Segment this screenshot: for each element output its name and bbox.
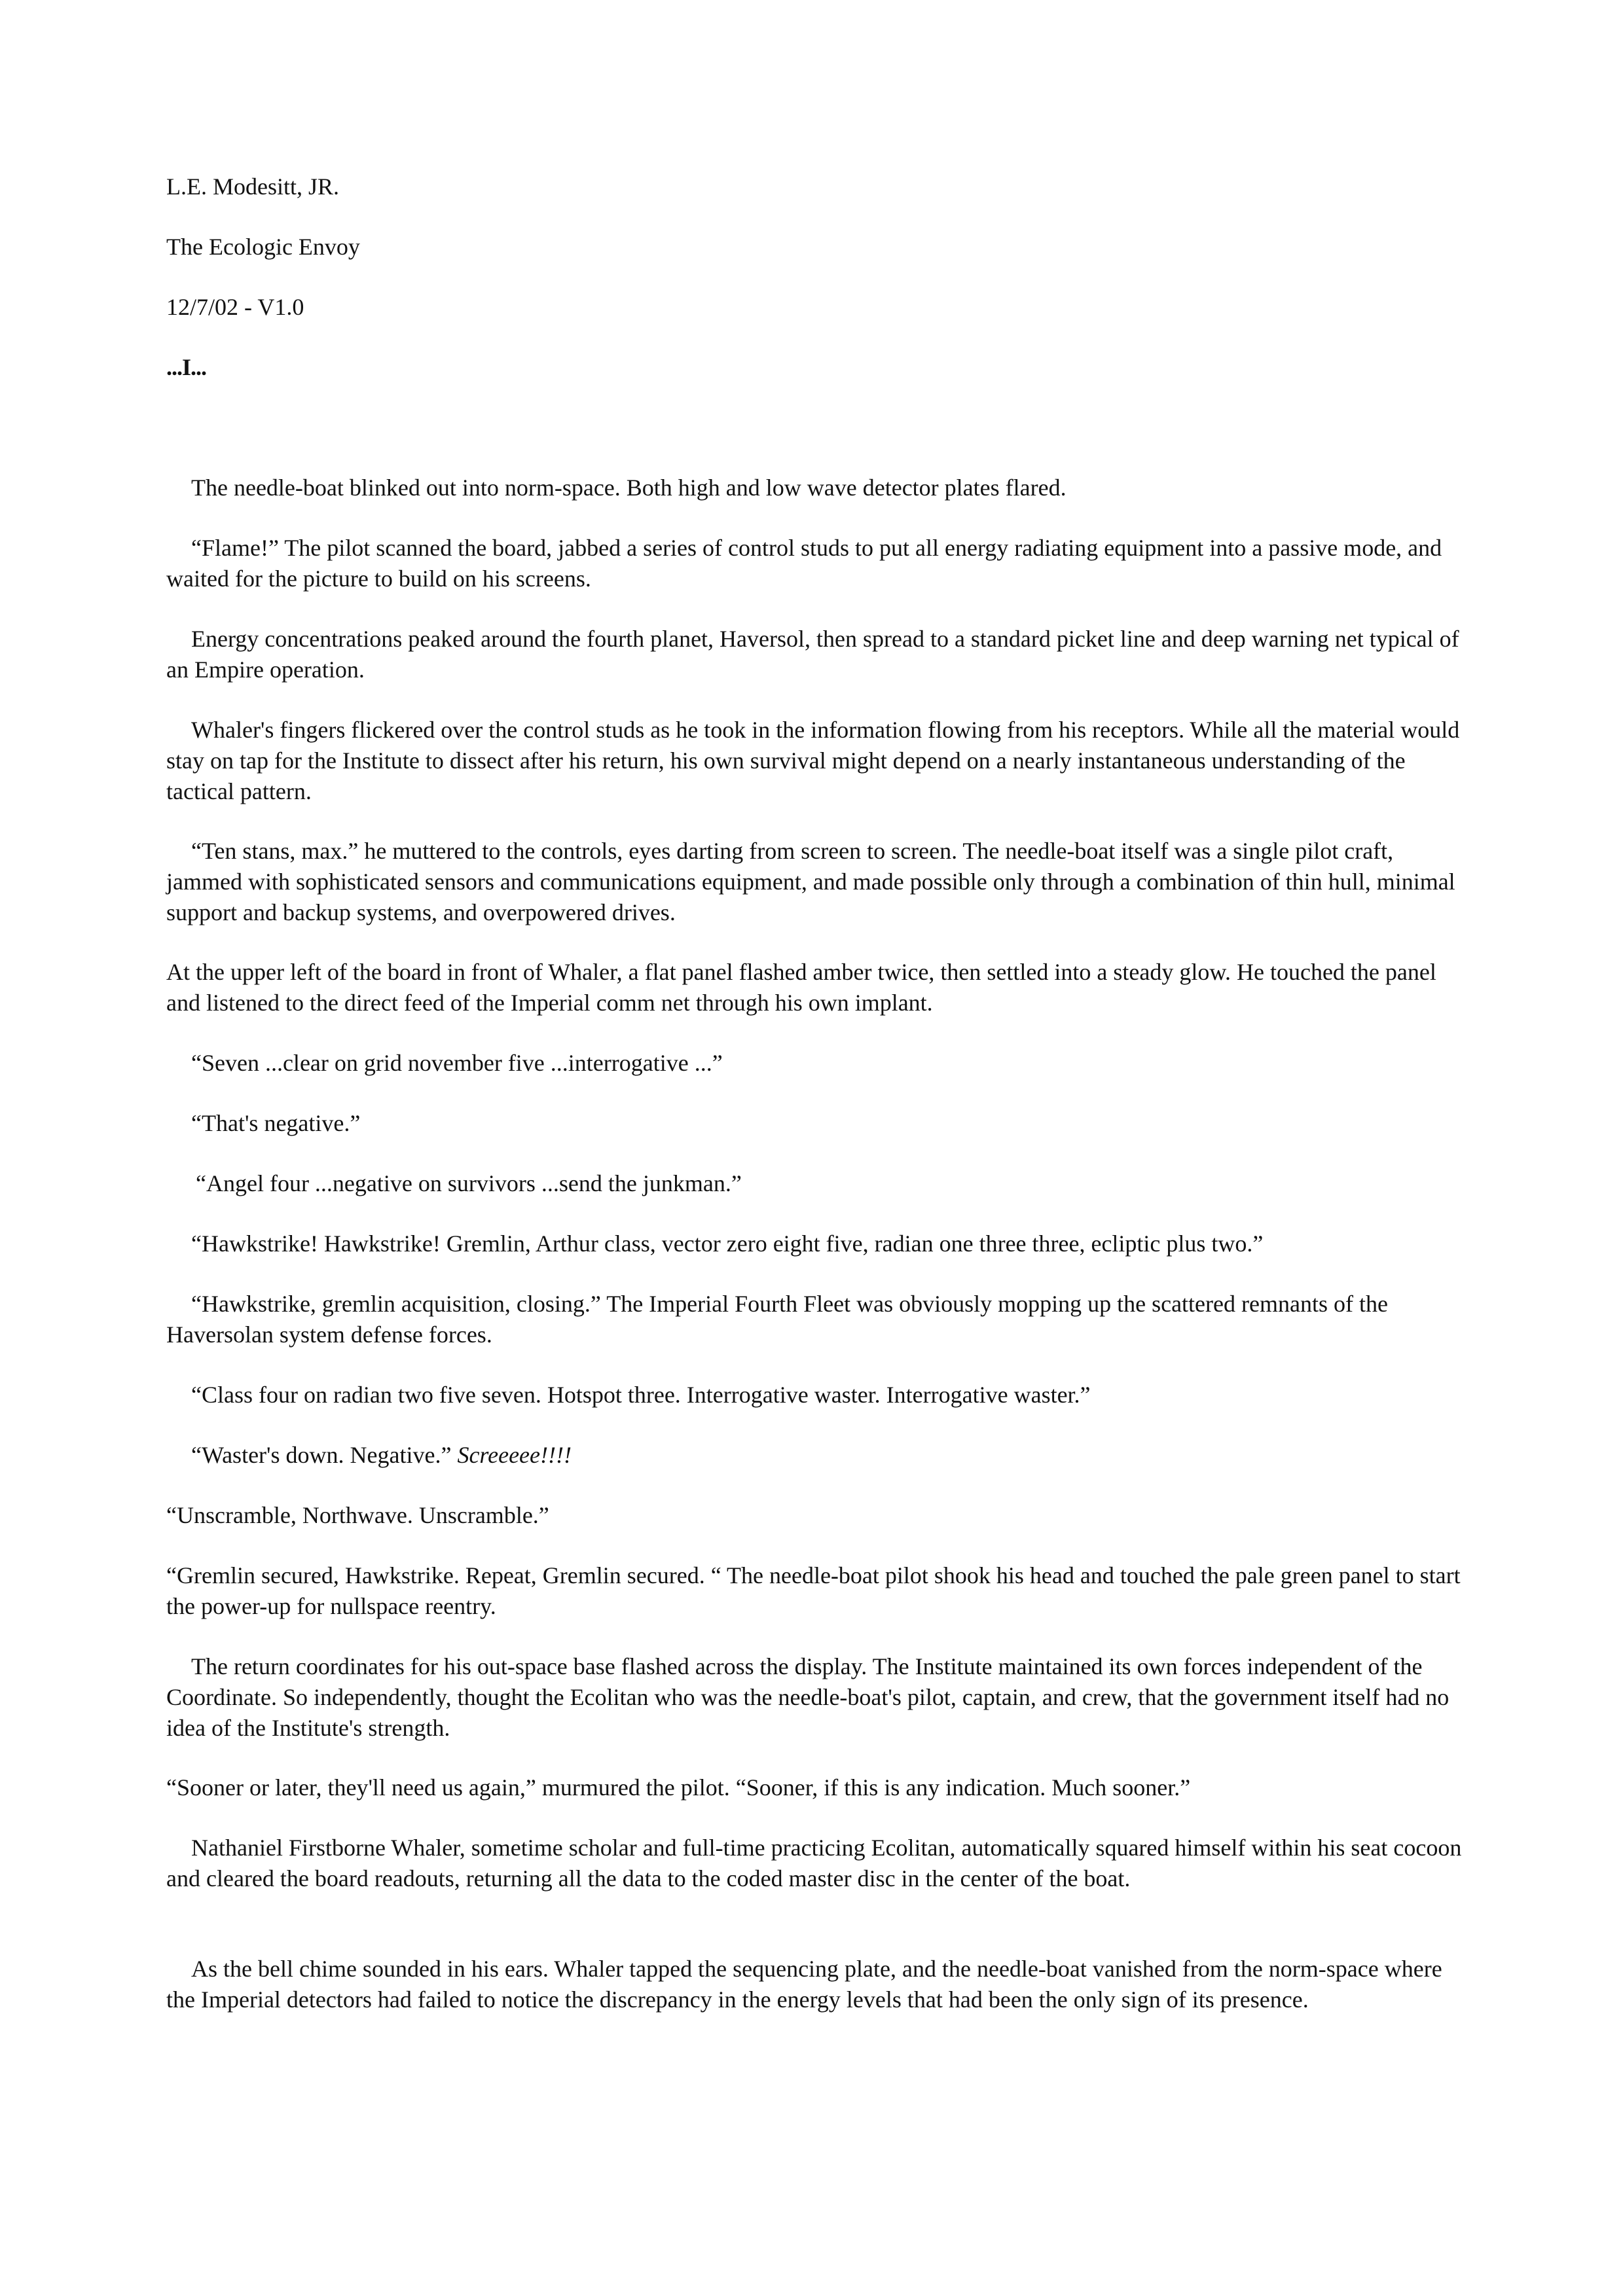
paragraph: The needle-boat blinked out into norm-space. Both high and low wave detector plates flared. <box>191 475 1067 501</box>
dialogue-line: “Angel four ...negative on survivors ...send the junkman.” <box>196 1170 742 1196</box>
sound-effect-text: Screeeee!!!! <box>457 1442 572 1468</box>
version-line: 12/7/02 - V1.0 <box>166 294 304 320</box>
paragraph: “Hawkstrike, gremlin acquisition, closing.” The Imperial Fourth Fleet was obviously mopping up the scattered remnants of the Haversolan system defense forces. <box>166 1291 1388 1348</box>
paragraph: The return coordinates for his out-space base flashed across the display. The Institute maintained its own forces independent of the Coordinate. So independently, thought the Ecolitan who was the needle-boat's pilot, captain, and crew, that the government itself had no idea of the Institute's strength. <box>166 1653 1450 1741</box>
paragraph: “Gremlin secured, Hawkstrike. Repeat, Gremlin secured. “ The needle-boat pilot shook his head and touched the pale green panel to start the power-up for nullspace reentry. <box>166 1562 1461 1619</box>
author-line: L.E. Modesitt, JR. <box>166 173 340 200</box>
paragraph: “Sooner or later, they'll need us again,” murmured the pilot. “Sooner, if this is any indication. Much sooner.” <box>166 1774 1191 1801</box>
paragraph: “Ten stans, max.” he muttered to the controls, eyes darting from screen to screen. The needle-boat itself was a single pilot craft, jammed with sophisticated sensors and communications equipment, and made possible only through a combination of thin hull, minimal support and backup systems, and overpowered drives. <box>166 838 1455 925</box>
dialogue-line: “Class four on radian two five seven. Hotspot three. Interrogative waster. Interrogative waster.” <box>191 1382 1091 1408</box>
dialogue-line: “Hawkstrike! Hawkstrike! Gremlin, Arthur class, vector zero eight five, radian one three three, ecliptic plus two.” <box>191 1230 1264 1257</box>
paragraph: “Flame!” The pilot scanned the board, jabbed a series of control studs to put all energy radiating equipment into a passive mode, and waited for the picture to build on his screens. <box>166 535 1442 592</box>
book-title: The Ecologic Envoy <box>166 234 360 260</box>
dialogue-line: “Seven ...clear on grid november five ...interrogative ...” <box>191 1050 723 1076</box>
dialogue-line: “Unscramble, Northwave. Unscramble.” <box>166 1502 549 1528</box>
chapter-heading: ...I... <box>166 354 207 380</box>
dialogue-line <box>166 1440 1463 1471</box>
paragraph: Whaler's fingers flickered over the control studs as he took in the information flowing from his receptors. While all the material would stay on tap for the Institute to dissect after his return, his own survival might depend on a nearly instantaneous understanding of the tactical pattern. <box>166 717 1460 804</box>
dialogue-text: “Waster's down. Negative.” <box>191 1442 452 1468</box>
paragraph: As the bell chime sounded in his ears. Whaler tapped the sequencing plate, and the needle-boat vanished from the norm-space where the Imperial detectors had failed to notice the discrepancy in the energy levels that had been the only sign of its presence. <box>166 1956 1442 2013</box>
dialogue-line: “That's negative.” <box>191 1110 361 1136</box>
paragraph: At the upper left of the board in front of Whaler, a flat panel flashed amber twice, then settled into a steady glow. He touched the panel and listened to the direct feed of the Imperial comm net through his own implant. <box>166 959 1436 1016</box>
paragraph: Nathaniel Firstborne Whaler, sometime scholar and full-time practicing Ecolitan, automatically squared himself within his seat cocoon and cleared the board readouts, returning all the data to the coded master disc in the center of the boat. <box>166 1835 1462 1892</box>
paragraph: Energy concentrations peaked around the fourth planet, Haversol, then spread to a standard picket line and deep warning net typical of an Empire operation. <box>166 626 1459 683</box>
